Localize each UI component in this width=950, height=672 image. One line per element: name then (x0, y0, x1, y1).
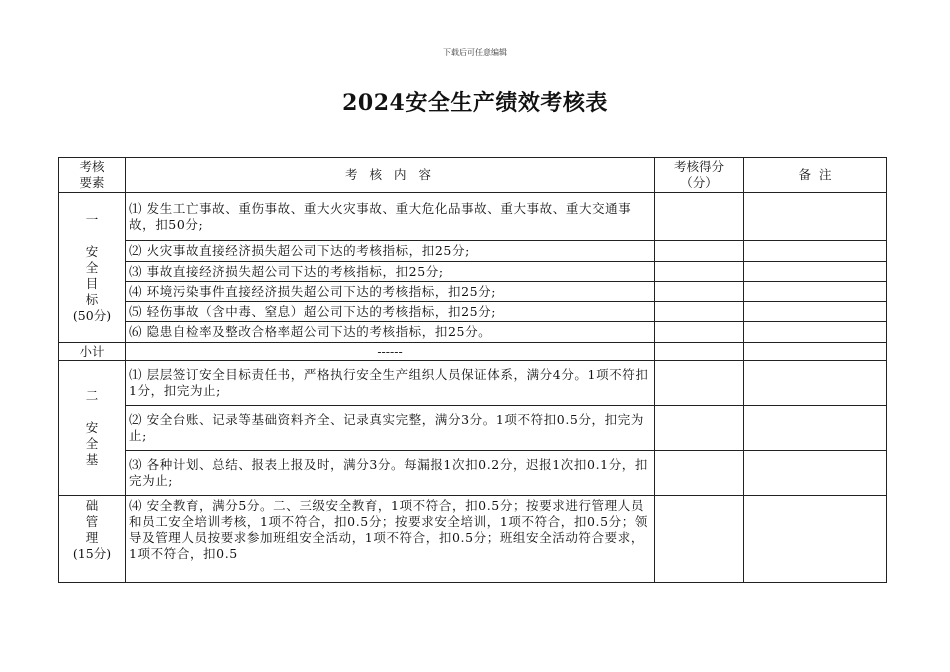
remark-cell[interactable] (744, 302, 887, 322)
score-cell[interactable] (655, 193, 744, 241)
section1-item-6: ⑹ 隐患自检率及整改合格率超公司下达的考核指标，扣25分。 (126, 322, 655, 343)
section2-label-top: 二 安 全 基 (59, 361, 126, 496)
section2-item-2: ⑵ 安全台账、记录等基础资料齐全、记录真实完整，满分3分。1项不符扣0.5分，扣完为止; (126, 406, 655, 451)
section2-label-bottom: 础 管 理 (15分) (59, 496, 126, 583)
table-row (59, 302, 887, 322)
table-row (59, 322, 887, 343)
header-content: 考 核 内 容 (126, 158, 655, 193)
score-cell[interactable] (655, 361, 744, 406)
header-score: 考核得分 （分） (655, 158, 744, 193)
table-row (59, 406, 887, 451)
score-cell[interactable] (655, 406, 744, 451)
subtotal-content: ------ (126, 343, 655, 361)
section2-item-4: ⑷ 安全教育，满分5分。二、三级安全教育，1项不符合，扣0.5分；按要求进行管理人员和员工安全培训考核，1项不符合，扣0.5分；按要求安全培训，1项不符合，扣0.5分；领导及管理人员按要求参加班组安全活动，1项不符合，扣0.5分；班组安全活动符合要求，1项不符合，扣0.5 (126, 496, 655, 583)
remark-cell[interactable] (744, 262, 887, 282)
remark-cell[interactable] (744, 451, 887, 496)
section1-item-4: ⑷ 环境污染事件直接经济损失超公司下达的考核指标，扣25分; (126, 282, 655, 302)
remark-cell[interactable] (744, 361, 887, 406)
remark-cell[interactable] (744, 322, 887, 343)
remark-cell[interactable] (744, 193, 887, 241)
subtotal-row (59, 343, 887, 361)
remark-cell[interactable] (744, 343, 887, 361)
section1-item-2: ⑵ 火灾事故直接经济损失超公司下达的考核指标，扣25分; (126, 241, 655, 262)
score-cell[interactable] (655, 322, 744, 343)
score-cell[interactable] (655, 451, 744, 496)
header-row (59, 158, 887, 193)
header-element: 考核 要素 (59, 158, 126, 193)
page-title: 2024安全生产绩效考核表 (342, 90, 608, 116)
section1-item-3: ⑶ 事故直接经济损失超公司下达的考核指标，扣25分; (126, 262, 655, 282)
header-remark: 备 注 (744, 158, 887, 193)
table-row (59, 241, 887, 262)
remark-cell[interactable] (744, 496, 887, 583)
section1-label: 一 安 全 目 标 (50分) (59, 193, 126, 343)
remark-cell[interactable] (744, 282, 887, 302)
score-cell[interactable] (655, 282, 744, 302)
edit-hint: 下载后可任意编辑 (443, 48, 507, 57)
assessment-table (58, 157, 887, 583)
section1-item-1: ⑴ 发生工亡事故、重伤事故、重大火灾事故、重大危化品事故、重大事故、重大交通事故，扣50分; (126, 193, 655, 241)
remark-cell[interactable] (744, 241, 887, 262)
score-cell[interactable] (655, 302, 744, 322)
table-row (59, 361, 887, 406)
table-row (59, 496, 887, 583)
table-row (59, 193, 887, 241)
score-cell[interactable] (655, 496, 744, 583)
table-row (59, 451, 887, 496)
section1-item-5: ⑸ 轻伤事故（含中毒、窒息）超公司下达的考核指标，扣25分; (126, 302, 655, 322)
score-cell[interactable] (655, 241, 744, 262)
subtotal-label: 小计 (59, 343, 126, 361)
section2-item-3: ⑶ 各种计划、总结、报表上报及时，满分3分。每漏报1次扣0.2分，迟报1次扣0.1分，扣完为止; (126, 451, 655, 496)
section2-item-1: ⑴ 层层签订安全目标责任书，严格执行安全生产组织人员保证体系，满分4分。1项不符扣1分，扣完为止; (126, 361, 655, 406)
table-row (59, 282, 887, 302)
table-row (59, 262, 887, 282)
score-cell[interactable] (655, 343, 744, 361)
remark-cell[interactable] (744, 406, 887, 451)
score-cell[interactable] (655, 262, 744, 282)
